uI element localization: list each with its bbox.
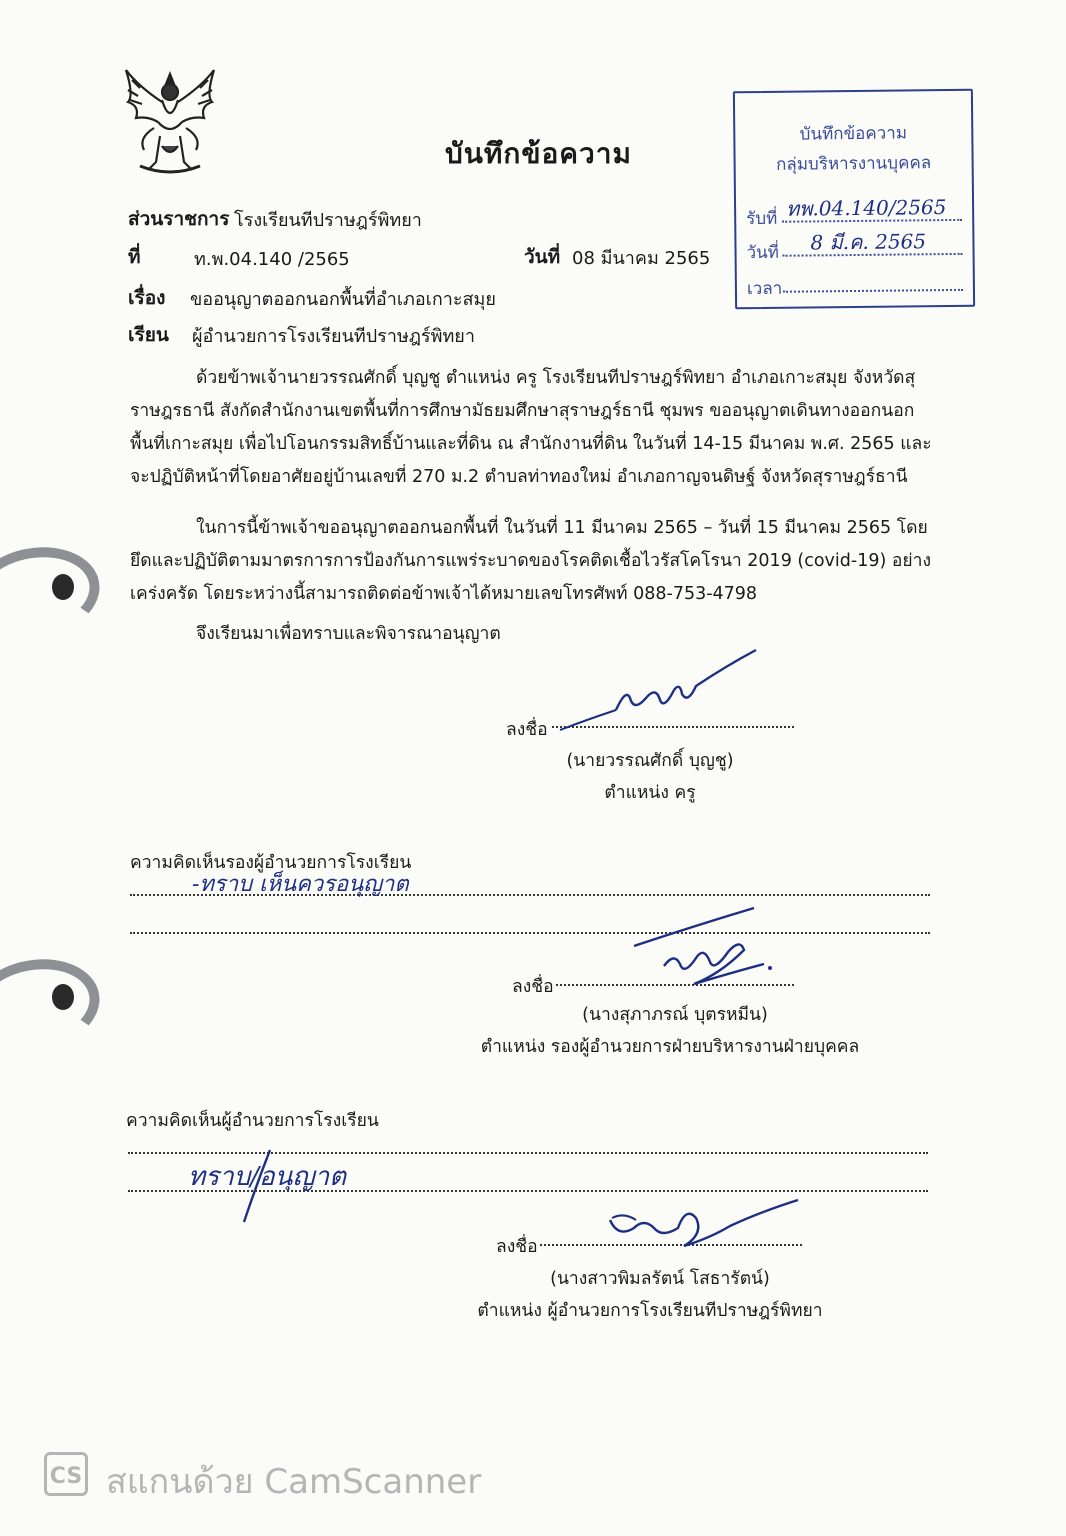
stamp-date-value: 8 มี.ค. 2565 <box>810 229 927 255</box>
date-value: 08 มีนาคม 2565 <box>572 248 711 269</box>
to-value: ผู้อำนวยการโรงเรียนทีปราษฎร์พิทยา <box>192 326 475 347</box>
deputy-opinion-label: ความคิดเห็นรองผู้อำนวยการโรงเรียน <box>130 853 412 873</box>
subject-value: ขออนุญาตออกนอกพื้นที่อำเภอเกาะสมุย <box>190 289 496 310</box>
deputy-signature-icon <box>624 902 784 994</box>
stamp-time-dots <box>783 289 963 293</box>
subject-label: เรื่อง <box>128 287 166 309</box>
director-signature-icon <box>600 1198 806 1254</box>
director-opinion-text: ทราบ/อนุญาต <box>188 1162 346 1192</box>
body-paragraph-1: ด้วยข้าพเจ้านายวรรณศักดิ์ บุญชู ตำแหน่ง ครู โรงเรียนทีปราษฎร์พิทยา อำเภอเกาะสมุย จังหวัดสุราษฎรธานี สังกัดสำนักงานเขตพื้นที่การศึกษามัธยมศึกษาสุราษฎร์ธานี ชุมพร ขออนุญาตเดินทางออกนอกพื้นที่เกาะสมุย เพื่อไปโอนกรรมสิทธิ์บ้านและที่ดิน ณ สำนักงานที่ดิน ในวันที่ 14-15 มีนาคม พ.ศ. 2565 และจะปฏิบัติหน้าที่โดยอาศัยอยู่บ้านเลขที่ 270 ม.2 ตำบลท่าทองใหม่ อำเภอกาญจนดิษฐ์ จังหวัดสุราษฎร์ธานี <box>130 368 932 487</box>
body-paragraph-2: ในการนี้ข้าพเจ้าขออนุญาตออกนอกพื้นที่ ในวันที่ 11 มีนาคม 2565 – วันที่ 15 มีนาคม 2565 โดยยึดและปฏิบัติตามมาตรการการป้องกันการแพร่ระบาดของโรคติดเชื้อไวรัสโคโรนา 2019 (covid-19) อย่างเคร่งครัด โดยระหว่างนี้สามารถติดต่อข้าพเจ้าได้หมายเลขโทรศัพท์ 088-753-4798 <box>130 518 931 604</box>
binder-hole-top <box>52 574 74 600</box>
requester-sign-label: ลงชื่อ <box>506 720 548 740</box>
stamp-time-label: เวลา <box>746 278 783 300</box>
ref-value: ท.พ.04.140 /2565 <box>194 249 350 270</box>
deputy-opinion-text: -ทราบ เห็นควรอนุญาต <box>192 872 409 897</box>
body-paragraph-3: จึงเรียนมาเพื่อทราบและพิจารณาอนุญาต <box>196 624 501 644</box>
director-opinion-label: ความคิดเห็นผู้อำนวยการโรงเรียน <box>126 1111 379 1131</box>
stamp-line-1: บันทึกข้อความ <box>799 123 908 145</box>
binder-hole-bottom <box>52 984 74 1010</box>
deputy-position: ตำแหน่ง รองผู้อำนวยการฝ่ายบริหารงานฝ่ายบุคคล <box>480 1037 860 1057</box>
date-label: วันที่ <box>524 246 561 268</box>
ref-label: ที่ <box>128 246 141 268</box>
stamp-received-value: ทพ.04.140/2565 <box>785 195 947 221</box>
camscanner-watermark: สแกนด้วย CamScanner <box>106 1462 482 1502</box>
deputy-name: (นางสุภาภรณ์ บุตรหมีน) <box>582 1005 768 1025</box>
stamp-line-2: กลุ่มบริหารงานบุคคล <box>775 153 932 175</box>
deputy-opinion-line-2 <box>130 932 930 934</box>
stamp-received-label: รับที่ <box>746 208 778 230</box>
deputy-sign-label: ลงชื่อ <box>512 977 554 997</box>
receipt-stamp <box>733 89 975 310</box>
memo-title: บันทึกข้อความ <box>445 137 632 170</box>
requester-signature-icon <box>556 644 766 734</box>
director-sign-label: ลงชื่อ <box>496 1237 538 1257</box>
department-label: ส่วนราชการ <box>128 208 230 230</box>
director-position: ตำแหน่ง ผู้อำนวยการโรงเรียนทีปราษฎร์พิทยา <box>477 1301 823 1321</box>
requester-position: ตำแหน่ง ครู <box>604 783 696 803</box>
requester-name: (นายวรรณศักดิ์ บุญชู) <box>566 751 734 771</box>
to-label: เรียน <box>128 324 169 346</box>
department-value: โรงเรียนทีปราษฎร์พิทยา <box>234 210 422 231</box>
stamp-date-label: วันที่ <box>746 242 780 264</box>
director-opinion-slash-icon <box>236 1146 276 1226</box>
garuda-emblem-icon <box>118 66 222 178</box>
camscanner-logo-icon: CS <box>44 1452 88 1496</box>
director-name: (นางสาวพิมลรัตน์ โสธารัตน์) <box>550 1269 770 1289</box>
director-opinion-line-2 <box>128 1190 928 1192</box>
